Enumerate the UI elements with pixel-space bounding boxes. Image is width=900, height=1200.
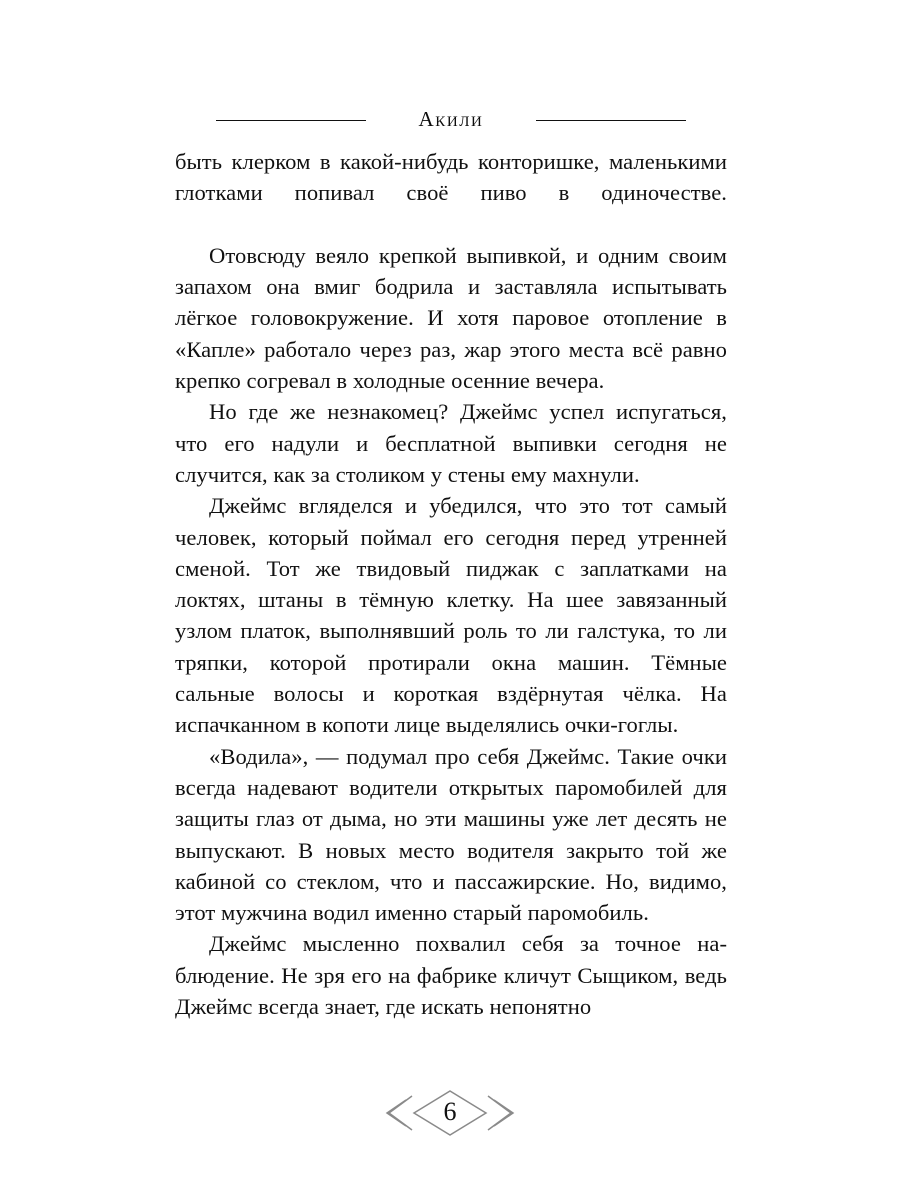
page-footer (0, 1082, 900, 1144)
paragraph: Отовсюду веяло крепкой выпивкой, и одним своим запахом она вмиг бодрила и заставляла испытывать лёгкое головокружение. И хотя паровое отопление в «Капле» работало через раз, жар этого места всё равно крепко согревал в холодные осенние вечера. (175, 242, 727, 394)
folio-ornament (350, 1083, 550, 1143)
paragraph: Джеймс вгляделся и убедился, что это тот самый человек, который поймал его сегодня перед утренней сменой. Тот же твидовый пиджак с заплатками на локтях, штаны в тёмную клетку. На шее завязанный узлом платок, выполнявший роль то ли галстука, то ли тряпки, которой протирали окна машин. Тёмные сальные волосы и короткая вздёрнутая чёлка. На испачканном в копоти лице выделялись очки-гоглы. (175, 493, 727, 738)
page-number: 6 (443, 1097, 457, 1126)
paragraph: Джеймс мысленно похвалил себя за точное наблюдение. Не зря его на фабрике кличут Сыщиком, ведь Джеймс всегда знает, где искать непонятно (175, 931, 727, 1020)
running-head-rule-right (536, 120, 686, 121)
body-text-block (175, 146, 727, 1022)
running-head-rule-left (216, 120, 366, 121)
running-head-title: Акили (418, 106, 484, 131)
running-head (175, 100, 727, 138)
paragraph: «Водила», — подумал про себя Джеймс. Такие очки всегда надевают водители открытых паромобилей для защиты глаз от дыма, но эти машины уже лет десять не выпускают. В новых место водителя закрыто той же кабиной со стеклом, что и пассажирские. Но, видимо, этот мужчина водил именно старый паромобиль. (175, 743, 727, 926)
paragraph: быть клерком в какой-нибудь конторишке, маленькими глотками попивал своё пиво в одиночестве. (175, 149, 727, 206)
paragraph: Но где же незнакомец? Джеймс успел испугаться, что его надули и бесплатной выпивки сегодня не случится, как за столиком у стены ему махнули. (175, 399, 727, 487)
